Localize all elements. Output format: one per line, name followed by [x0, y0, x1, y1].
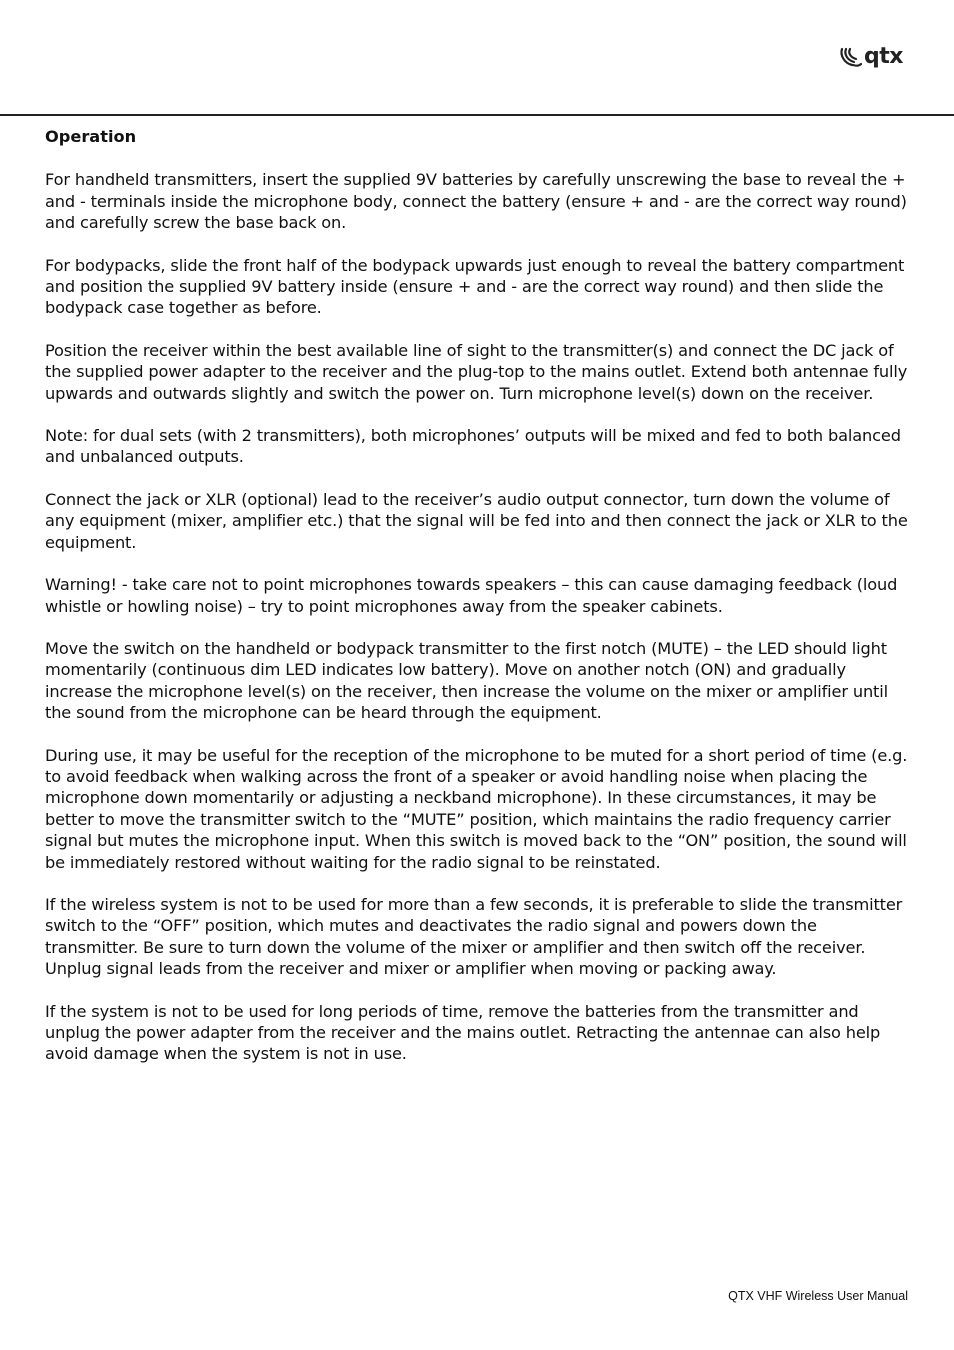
paragraph-connect-output: Connect the jack or XLR (optional) lead to the receiver’s audio output connector, turn down the volume of any equipment (mixer, amplifier etc.) that the signal will be fed into and then connect the jack or XLR to the equipment.: [45, 489, 908, 552]
paragraph-transmitter-switch: Move the switch on the handheld or bodypack transmitter to the first notch (MUTE) – the LED should light momentarily (continuous dim LED indicates low battery). Move on another notch (ON) and gradually increase the microphone level(s) on the receiver, then increase the volume on the mixer or amplifier until the sound from the microphone can be heard through the equipment.: [45, 638, 888, 723]
paragraph-bodypack-battery: For bodypacks, slide the front half of the bodypack upwards just enough to reveal the battery compartment and position the supplied 9V battery inside (ensure + and - are the correct way round) and then slide the bodypack case together as before.: [45, 255, 905, 318]
brand-logo: [838, 42, 908, 72]
document-body: [45, 126, 911, 1086]
paragraph-receiver-position: Position the receiver within the best available line of sight to the transmitter(s) and connect the DC jack of the supplied power adapter to the receiver and the plug-top to the mains outlet. Extend both antennae fully upwards and outwards slightly and switch the power on. Turn microphone level(s) down on the receiver.: [45, 340, 908, 403]
paragraph-handheld-battery: For handheld transmitters, insert the supplied 9V batteries by carefully unscrewing the base to reveal the + and - terminals inside the microphone body, connect the battery (ensure + and - are the correct way round) and carefully screw the base back on.: [45, 170, 907, 233]
paragraph-dual-sets-note: Note: for dual sets (with 2 transmitters), both microphones’ outputs will be mixed and fed to both balanced and unbalanced outputs.: [45, 426, 901, 467]
section-heading: Operation: [45, 127, 137, 146]
logo-wordmark: qtx: [864, 44, 903, 69]
paragraph-long-storage: If the system is not to be used for long periods of time, remove the batteries from the transmitter and unplug the power adapter from the receiver and the mains outlet. Retracting the antennae can also help avoid damage when the system is not in use.: [45, 1001, 881, 1064]
paragraph-switch-off: If the wireless system is not to be used for more than a few seconds, it is preferable to slide the transmitter switch to the “OFF” position, which mutes and deactivates the radio signal and powers down the transmitter. Be sure to turn down the volume of the mixer or amplifier and then switch off the receiver. Unplug signal leads from the receiver and mixer or amplifier when moving or packing away.: [45, 894, 903, 979]
paragraph-feedback-warning: Warning! - take care not to point microphones towards speakers – this can cause damaging feedback (loud whistle or howling noise) – try to point microphones away from the speaker cabinets.: [45, 575, 898, 616]
header-divider: [0, 114, 954, 116]
qtx-logo-icon: [838, 45, 862, 69]
paragraph-mute-during-use: During use, it may be useful for the reception of the microphone to be muted for a short period of time (e.g. to avoid feedback when walking across the front of a speaker or avoid handling noise when placing the microphone down momentarily or adjusting a neckband microphone). In these circumstances, it may be better to move the transmitter switch to the “MUTE” position, which maintains the radio frequency carrier signal but mutes the microphone input. When this switch is moved back to the “ON” position, the sound will be immediately restored without waiting for the radio signal to be reinstated.: [45, 745, 908, 872]
page-footer: QTX VHF Wireless User Manual: [728, 1289, 908, 1303]
